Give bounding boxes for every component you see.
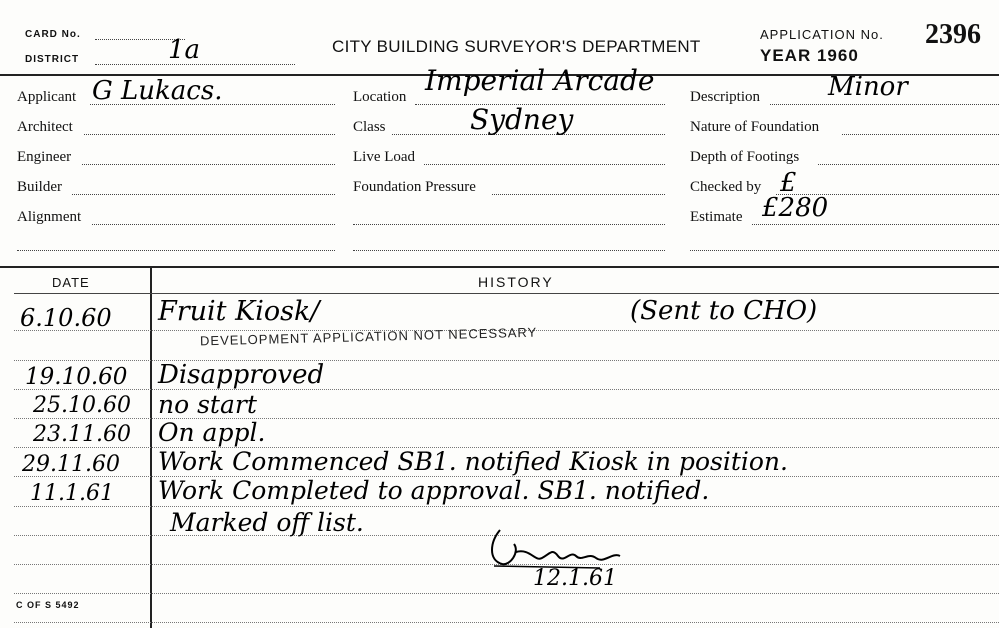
entry-date: 23.11.60 [33,422,131,447]
entry-date: 29.11.60 [22,452,120,477]
live-load-label: Live Load [353,149,416,165]
estimate-line [752,224,999,225]
entry-text: Disapproved [158,360,325,390]
entry-date: 25.10.60 [33,393,131,418]
alignment-line [92,224,335,225]
history-header-rule [14,293,999,294]
checked-value: £ [780,168,797,198]
checked-label: Checked by [690,179,762,195]
architect-line [84,134,335,135]
foundation-pressure-label: Foundation Pressure [353,179,476,195]
ruled-line [14,506,999,507]
applicant-value: G Lukacs. [92,76,223,106]
architect-label: Architect [17,119,73,135]
district-label: DISTRICT [25,54,80,65]
alignment-label: Alignment [17,209,82,225]
builder-line [72,194,335,195]
entry-date: 11.1.61 [30,481,114,506]
foundation-pressure-line [492,194,665,195]
application-number: 2396 [925,19,981,50]
signature-mark [480,522,630,572]
nature-label: Nature of Foundation [690,119,820,135]
engineer-label: Engineer [17,149,72,165]
application-label: APPLICATION No. [760,27,884,42]
extra-line-4 [690,250,999,251]
estimate-value: £280 [762,193,829,223]
entry-text: no start [158,390,257,419]
history-header: HISTORY [478,274,554,290]
card-no-label: CARD No. [25,29,81,40]
marked-off-note: Marked off list. [170,508,364,537]
entry-text: Work Completed to approval. SB1. notified. [158,476,710,505]
signature-date: 12.1.61 [533,566,617,591]
ruled-line [14,593,999,594]
entry-date: 6.10.60 [20,304,112,332]
depth-line [818,164,999,165]
entry-text: Fruit Kiosk/ [158,296,320,327]
depth-label: Depth of Footings [690,149,800,165]
development-stamp: DEVELOPMENT APPLICATION NOT NECESSARY [199,324,538,349]
extra-line-2 [353,224,665,225]
class-value: Sydney [470,103,574,136]
form-code: C OF S 5492 [16,600,80,610]
description-value: Minor [828,72,908,102]
class-label: Class [353,119,386,135]
extra-line-3 [353,250,665,251]
district-value: 1a [168,35,201,65]
builder-label: Builder [17,179,62,195]
description-line [770,104,999,105]
date-header: DATE [52,275,90,290]
year-label: YEAR 1960 [760,46,859,65]
location-value: Imperial Arcade [425,64,655,97]
ruled-line [14,622,999,623]
nature-line [842,134,999,135]
extra-line-1 [17,250,335,251]
location-label: Location [353,89,407,105]
entry-text: On appl. [158,418,266,447]
live-load-line [424,164,665,165]
entry-date: 19.10.60 [25,364,128,390]
entry-text: Work Commenced SB1. notified Kiosk in position. [158,447,788,476]
applicant-label: Applicant [17,89,77,105]
estimate-label: Estimate [690,209,743,225]
sent-note: (Sent to CHO) [630,296,818,326]
department-title: CITY BUILDING SURVEYOR'S DEPARTMENT [332,37,701,56]
engineer-line [82,164,335,165]
description-label: Description [690,89,760,105]
